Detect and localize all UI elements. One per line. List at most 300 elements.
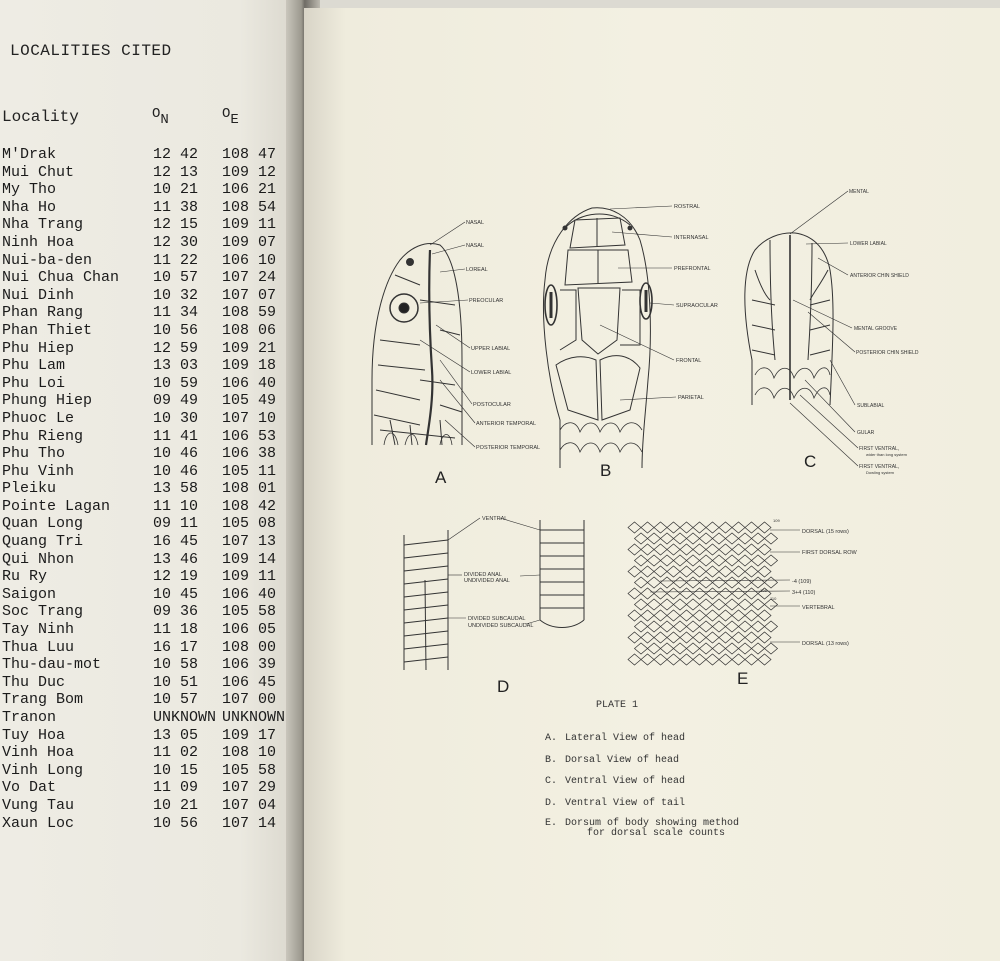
label-vertebral: VERTEBRAL <box>802 605 835 611</box>
longitude: 108 01 <box>222 480 277 498</box>
locality-name: Phu Rieng <box>2 427 84 445</box>
dorsal-scale <box>706 522 719 533</box>
latitude: 10 32 <box>153 286 199 304</box>
longitude: 109 17 <box>222 726 277 744</box>
dorsal-scale <box>726 533 739 544</box>
dorsal-scale <box>628 588 641 599</box>
dorsal-scale <box>706 588 719 599</box>
label-first-ventral-a: FIRST VENTRAL, <box>859 446 900 452</box>
locality-name: Phung Hiep <box>2 392 93 410</box>
locality-name: Phuoc Le <box>2 409 75 427</box>
latitude: 10 21 <box>153 181 199 199</box>
label-parietal: PARIETAL <box>678 395 704 401</box>
dorsal-scale <box>752 555 765 566</box>
lateral-head-drawing <box>372 243 462 445</box>
caption-text: Ventral View of head <box>565 776 686 787</box>
dorsal-scale <box>674 621 687 632</box>
degree-mark: O <box>222 106 231 122</box>
latitude: 10 56 <box>153 814 199 832</box>
latitude: 10 46 <box>153 462 199 480</box>
locality-name: Nha Trang <box>2 216 84 234</box>
longitude: 109 11 <box>222 216 277 234</box>
locality-name: Pointe Lagan <box>2 497 111 515</box>
label-postocular: POSTOCULAR <box>473 402 511 408</box>
dorsal-scale <box>752 599 765 610</box>
dorsal-scale <box>687 599 700 610</box>
dorsal-scale <box>726 577 739 588</box>
dorsal-scale <box>745 632 758 643</box>
longitude: 106 45 <box>222 673 277 691</box>
dorsal-scale <box>739 621 752 632</box>
dorsal-scale <box>648 577 661 588</box>
label-row-110: 110 <box>770 596 777 601</box>
dorsal-scale <box>713 643 726 654</box>
caption-text: Dorsum of body showing method <box>565 818 740 829</box>
east-label: E <box>230 112 239 128</box>
latitude: 10 51 <box>153 673 199 691</box>
dorsal-scale <box>661 643 674 654</box>
dorsal-scale <box>687 577 700 588</box>
latitude: 10 56 <box>153 321 199 339</box>
longitude: 108 42 <box>222 497 277 515</box>
longitude: 109 11 <box>222 568 277 586</box>
label-loreal: LOREAL <box>466 267 488 273</box>
locality-name: Pleiku <box>2 480 57 498</box>
label-gular: GULAR <box>857 430 875 436</box>
label-dorsal-15-rows: DORSAL (15 rows) <box>802 529 849 535</box>
locality-name: Ru Ry <box>2 568 48 586</box>
caption-c <box>545 776 685 787</box>
label-frontal: FRONTAL <box>676 358 702 364</box>
caption-d <box>545 798 685 809</box>
dorsal-scale <box>648 621 661 632</box>
longitude: 107 13 <box>222 533 277 551</box>
label-first-dorsal-row: FIRST DORSAL ROW <box>802 550 857 556</box>
label-posterior-chin-shield: POSTERIOR CHIN SHIELD <box>856 350 919 356</box>
dorsal-scale <box>667 588 680 599</box>
dorsal-scale <box>674 577 687 588</box>
dorsal-scale <box>654 588 667 599</box>
dorsal-scale <box>628 566 641 577</box>
dorsal-scale <box>752 533 765 544</box>
longitude: 106 53 <box>222 427 277 445</box>
dorsal-scale <box>680 632 693 643</box>
latitude: 11 18 <box>153 621 199 639</box>
dorsal-scale <box>758 632 771 643</box>
longitude: 106 05 <box>222 621 277 639</box>
dorsal-scale <box>758 654 771 665</box>
dorsal-scales-drawing <box>628 522 778 665</box>
dorsal-scale <box>713 599 726 610</box>
locality-name: Tranon <box>2 709 57 726</box>
dorsal-scale <box>758 610 771 621</box>
dorsal-scale <box>706 566 719 577</box>
dorsal-scale <box>661 599 674 610</box>
label-undivided-subcaudal: UNDIVIDED SUBCAUDAL <box>468 623 534 629</box>
dorsal-scale <box>635 533 648 544</box>
locality-name: Phu Loi <box>2 374 66 392</box>
dorsal-scale <box>680 544 693 555</box>
dorsal-scale <box>641 610 654 621</box>
latitude: 12 13 <box>153 163 199 181</box>
latitude: 09 36 <box>153 603 199 621</box>
label-anterior-chin-shield: ANTERIOR CHIN SHIELD <box>850 273 909 279</box>
label-divided-subcaudal: DIVIDED SUBCAUDAL <box>468 616 526 622</box>
dorsal-scale <box>641 566 654 577</box>
locality-name: Quang Tri <box>2 533 84 551</box>
dorsal-scale <box>693 654 706 665</box>
dorsal-scale <box>732 588 745 599</box>
label-lower-labial-c: LOWER LABIAL <box>850 241 887 247</box>
locality-name: Thua Luu <box>2 638 75 656</box>
dorsal-scale <box>687 555 700 566</box>
dorsal-scale <box>765 577 778 588</box>
locality-name: Quan Long <box>2 515 84 533</box>
label-nasal-1: NASAL <box>466 220 485 226</box>
latitude: 10 58 <box>153 656 199 674</box>
dorsal-scale <box>628 522 641 533</box>
dorsal-scale <box>641 522 654 533</box>
dorsal-scale <box>680 522 693 533</box>
dorsal-scale <box>687 643 700 654</box>
dorsal-scale <box>648 599 661 610</box>
dorsal-scale <box>635 643 648 654</box>
longitude: 105 49 <box>222 392 277 410</box>
longitude: 106 40 <box>222 585 277 603</box>
dorsal-scale <box>706 544 719 555</box>
dorsal-scale <box>654 654 667 665</box>
label-rostral: ROSTRAL <box>674 204 700 210</box>
longitude: 107 14 <box>222 814 277 832</box>
dorsal-scale <box>726 555 739 566</box>
locality-name: Qui Nhon <box>2 550 75 568</box>
latitude: 11 38 <box>153 198 199 216</box>
latitude: 13 05 <box>153 726 199 744</box>
dorsal-head-drawing <box>543 208 652 468</box>
longitude: 106 10 <box>222 251 277 269</box>
label-first-ventral-b-note: Dowling system <box>866 470 895 475</box>
label-upper-labial: UPPER LABIAL <box>471 346 511 352</box>
figure-label-b: B <box>600 461 612 480</box>
dorsal-scale <box>654 610 667 621</box>
dorsal-scale <box>687 621 700 632</box>
longitude: 106 38 <box>222 445 277 463</box>
label-posterior-temporal: POSTERIOR TEMPORAL <box>476 445 541 451</box>
caption-letter: B. <box>545 755 558 766</box>
dorsal-scale <box>706 654 719 665</box>
dorsal-scale <box>706 610 719 621</box>
latitude: UNKNOWN <box>153 709 217 726</box>
caption-letter: A. <box>545 733 558 744</box>
locality-name: Ninh Hoa <box>2 233 75 251</box>
dorsal-scale <box>739 577 752 588</box>
latitude: 12 30 <box>153 233 199 251</box>
dorsal-scale <box>693 566 706 577</box>
label-lower-labial-a: LOWER LABIAL <box>471 370 512 376</box>
dorsal-scale <box>745 610 758 621</box>
dorsal-scale <box>661 621 674 632</box>
longitude: 106 21 <box>222 181 277 199</box>
dorsal-scale <box>667 544 680 555</box>
latitude: 10 21 <box>153 796 199 814</box>
dorsal-scale <box>648 643 661 654</box>
latitude: 11 10 <box>153 497 199 515</box>
longitude: 106 40 <box>222 374 277 392</box>
dorsal-scale <box>719 632 732 643</box>
dorsal-scale <box>713 577 726 588</box>
dorsal-scale <box>693 588 706 599</box>
latitude: 11 41 <box>153 427 199 445</box>
latitude: 10 59 <box>153 374 199 392</box>
latitude: 13 58 <box>153 480 199 498</box>
longitude: 107 29 <box>222 779 277 797</box>
dorsal-scale <box>752 577 765 588</box>
ventral-tail-drawing <box>404 520 584 670</box>
longitude: 108 00 <box>222 638 277 656</box>
locality-name: Thu-dau-mot <box>2 656 102 674</box>
dorsal-scale <box>732 610 745 621</box>
longitude: 108 10 <box>222 744 277 762</box>
label-dorsal-13-rows: DORSAL (13 rows) <box>802 641 849 647</box>
dorsal-scale <box>765 533 778 544</box>
latitude: 16 17 <box>153 638 199 656</box>
caption-letter: C. <box>545 776 558 787</box>
label-nasal-2: NASAL <box>466 243 485 249</box>
dorsal-scale <box>635 621 648 632</box>
latitude: 11 34 <box>153 304 199 322</box>
latitude: 10 30 <box>153 409 199 427</box>
dorsal-scale <box>713 555 726 566</box>
dorsal-scale <box>700 577 713 588</box>
dorsal-scale <box>628 632 641 643</box>
dorsal-scale <box>719 522 732 533</box>
longitude: 108 54 <box>222 198 277 216</box>
dorsal-scale <box>641 654 654 665</box>
dorsal-scale <box>739 599 752 610</box>
locality-name: My Tho <box>2 181 57 199</box>
locality-name: Vo Dat <box>2 779 57 797</box>
dorsal-scale <box>693 610 706 621</box>
dorsal-scale <box>654 632 667 643</box>
longitude: 107 07 <box>222 286 277 304</box>
locality-name: Phu Vinh <box>2 462 75 480</box>
dorsal-scale <box>732 522 745 533</box>
dorsal-scale <box>628 610 641 621</box>
locality-name: Nui Dinh <box>2 286 75 304</box>
label-undivided-anal: UNDIVIDED ANAL <box>464 578 510 584</box>
longitude: 109 07 <box>222 233 277 251</box>
degree-mark: O <box>152 106 161 122</box>
dorsal-scale <box>635 599 648 610</box>
longitude: 108 06 <box>222 321 277 339</box>
longitude: 109 14 <box>222 550 277 568</box>
dorsal-scale <box>648 555 661 566</box>
dorsal-scale <box>667 522 680 533</box>
dorsal-scale <box>752 621 765 632</box>
dorsal-scale <box>732 632 745 643</box>
dorsal-scale <box>745 654 758 665</box>
locality-name: Vinh Hoa <box>2 744 75 762</box>
longitude: 107 24 <box>222 269 277 287</box>
plate-title: PLATE 1 <box>596 700 639 711</box>
locality-name: Nha Ho <box>2 198 57 216</box>
label-anterior-temporal: ANTERIOR TEMPORAL <box>476 421 537 427</box>
dorsal-scale <box>745 566 758 577</box>
dorsal-scale <box>758 566 771 577</box>
longitude: 109 12 <box>222 163 277 181</box>
locality-name: Saigon <box>2 585 57 603</box>
dorsal-scale <box>732 654 745 665</box>
dorsal-scale <box>700 643 713 654</box>
locality-name: Mui Chut <box>2 163 75 181</box>
dorsal-scale <box>719 610 732 621</box>
dorsal-scale <box>674 555 687 566</box>
longitude: 109 21 <box>222 339 277 357</box>
label-prefrontal: PREFRONTAL <box>674 266 711 272</box>
latitude: 11 09 <box>153 779 199 797</box>
locality-name: Soc Trang <box>2 603 84 621</box>
latitude: 10 45 <box>153 585 199 603</box>
label-preocular: PREOCULAR <box>469 298 504 304</box>
label-first-ventral-a-note: wider than long system <box>866 452 907 457</box>
latitude: 10 15 <box>153 761 199 779</box>
locality-name: Vinh Long <box>2 761 84 779</box>
figure-label-d: D <box>497 677 510 696</box>
dorsal-scale <box>739 555 752 566</box>
dorsal-scale <box>719 566 732 577</box>
latitude: 12 42 <box>153 146 199 163</box>
dorsal-scale <box>739 643 752 654</box>
caption-letter: E. <box>545 818 558 829</box>
dorsal-scale <box>706 632 719 643</box>
longitude: 107 00 <box>222 691 277 709</box>
longitude: 107 04 <box>222 796 277 814</box>
caption-e-cont: for dorsal scale counts <box>587 828 726 839</box>
dorsal-scale <box>680 588 693 599</box>
label-internasal: INTERNASAL <box>674 235 709 241</box>
dorsal-scale <box>745 544 758 555</box>
longitude: 106 39 <box>222 656 277 674</box>
dorsal-scale <box>635 577 648 588</box>
dorsal-scale <box>661 533 674 544</box>
latitude: 09 49 <box>153 392 199 410</box>
dorsal-scale <box>667 566 680 577</box>
label-row-108: 108 <box>760 588 767 593</box>
dorsal-scale <box>765 555 778 566</box>
dorsal-scale <box>765 621 778 632</box>
longitude: 108 47 <box>222 146 277 163</box>
locality-name: Phu Lam <box>2 357 66 375</box>
label-ventral: VENTRAL <box>482 516 508 522</box>
latitude: 11 22 <box>153 251 199 269</box>
dorsal-scale <box>687 533 700 544</box>
locality-name: Thu Duc <box>2 673 66 691</box>
dorsal-scale <box>654 522 667 533</box>
dorsal-scale <box>719 544 732 555</box>
figure-label-a: A <box>435 468 447 487</box>
longitude: UNKNOWN <box>222 709 286 726</box>
dorsal-scale <box>680 566 693 577</box>
latitude: 10 57 <box>153 269 199 287</box>
dorsal-scale <box>693 544 706 555</box>
section-header: LOCALITIES CITED <box>10 42 172 60</box>
dorsal-scale <box>700 555 713 566</box>
dorsal-scale <box>713 533 726 544</box>
column-header-locality: Locality <box>2 108 79 126</box>
dorsal-scale <box>667 632 680 643</box>
caption-text: Ventral View of tail <box>565 798 686 809</box>
dorsal-scale <box>648 533 661 544</box>
label-3-plus-4: 3+4 (110) <box>792 590 816 596</box>
caption-b <box>545 755 679 766</box>
dorsal-scale <box>667 610 680 621</box>
dorsal-scale <box>745 522 758 533</box>
label-first-ventral-b: FIRST VENTRAL, <box>859 464 900 470</box>
latitude: 13 03 <box>153 357 199 375</box>
dorsal-scale <box>732 544 745 555</box>
dorsal-scale <box>726 621 739 632</box>
dorsal-scale <box>693 632 706 643</box>
longitude: 105 58 <box>222 761 277 779</box>
dorsal-scale <box>700 533 713 544</box>
latitude: 13 46 <box>153 550 199 568</box>
dorsal-scale <box>674 533 687 544</box>
latitude: 12 15 <box>153 216 199 234</box>
dorsal-scale <box>661 555 674 566</box>
longitude: 105 11 <box>222 462 277 480</box>
locality-name: Tay Ninh <box>2 621 75 639</box>
dorsal-scale <box>739 533 752 544</box>
dorsal-scale <box>674 643 687 654</box>
dorsal-scale <box>680 610 693 621</box>
locality-name: Phan Rang <box>2 304 84 322</box>
latitude: 10 57 <box>153 691 199 709</box>
label-mental-groove: MENTAL GROOVE <box>854 326 898 332</box>
dorsal-scale <box>674 599 687 610</box>
locality-name: Phu Tho <box>2 445 66 463</box>
dorsal-scale <box>661 577 674 588</box>
dorsal-scale <box>726 643 739 654</box>
locality-name: Nui Chua Chan <box>2 269 120 287</box>
label-mental: MENTAL <box>849 189 869 195</box>
longitude: 105 58 <box>222 603 277 621</box>
dorsal-scale <box>719 588 732 599</box>
longitude: 105 08 <box>222 515 277 533</box>
latitude: 11 02 <box>153 744 199 762</box>
label-supraocular: SUPRAOCULAR <box>676 303 718 309</box>
latitude: 12 59 <box>153 339 199 357</box>
dorsal-scale <box>680 654 693 665</box>
dorsal-scale <box>752 643 765 654</box>
dorsal-scale <box>726 599 739 610</box>
dorsal-scale <box>641 632 654 643</box>
dorsal-scale <box>667 654 680 665</box>
figure-label-e: E <box>737 669 749 688</box>
dorsal-scale <box>732 566 745 577</box>
locality-name: M'Drak <box>2 146 57 163</box>
dorsal-scale <box>758 522 771 533</box>
dorsal-scale <box>641 544 654 555</box>
locality-name: Phu Hiep <box>2 339 75 357</box>
locality-name: Nui-ba-den <box>2 251 93 269</box>
latitude: 12 19 <box>153 568 199 586</box>
locality-name: Trang Bom <box>2 691 84 709</box>
caption-text: Lateral View of head <box>565 733 686 744</box>
longitude: 107 10 <box>222 409 277 427</box>
longitude: 109 18 <box>222 357 277 375</box>
latitude: 10 46 <box>153 445 199 463</box>
label-sublabial: SUBLABIAL <box>857 403 885 409</box>
